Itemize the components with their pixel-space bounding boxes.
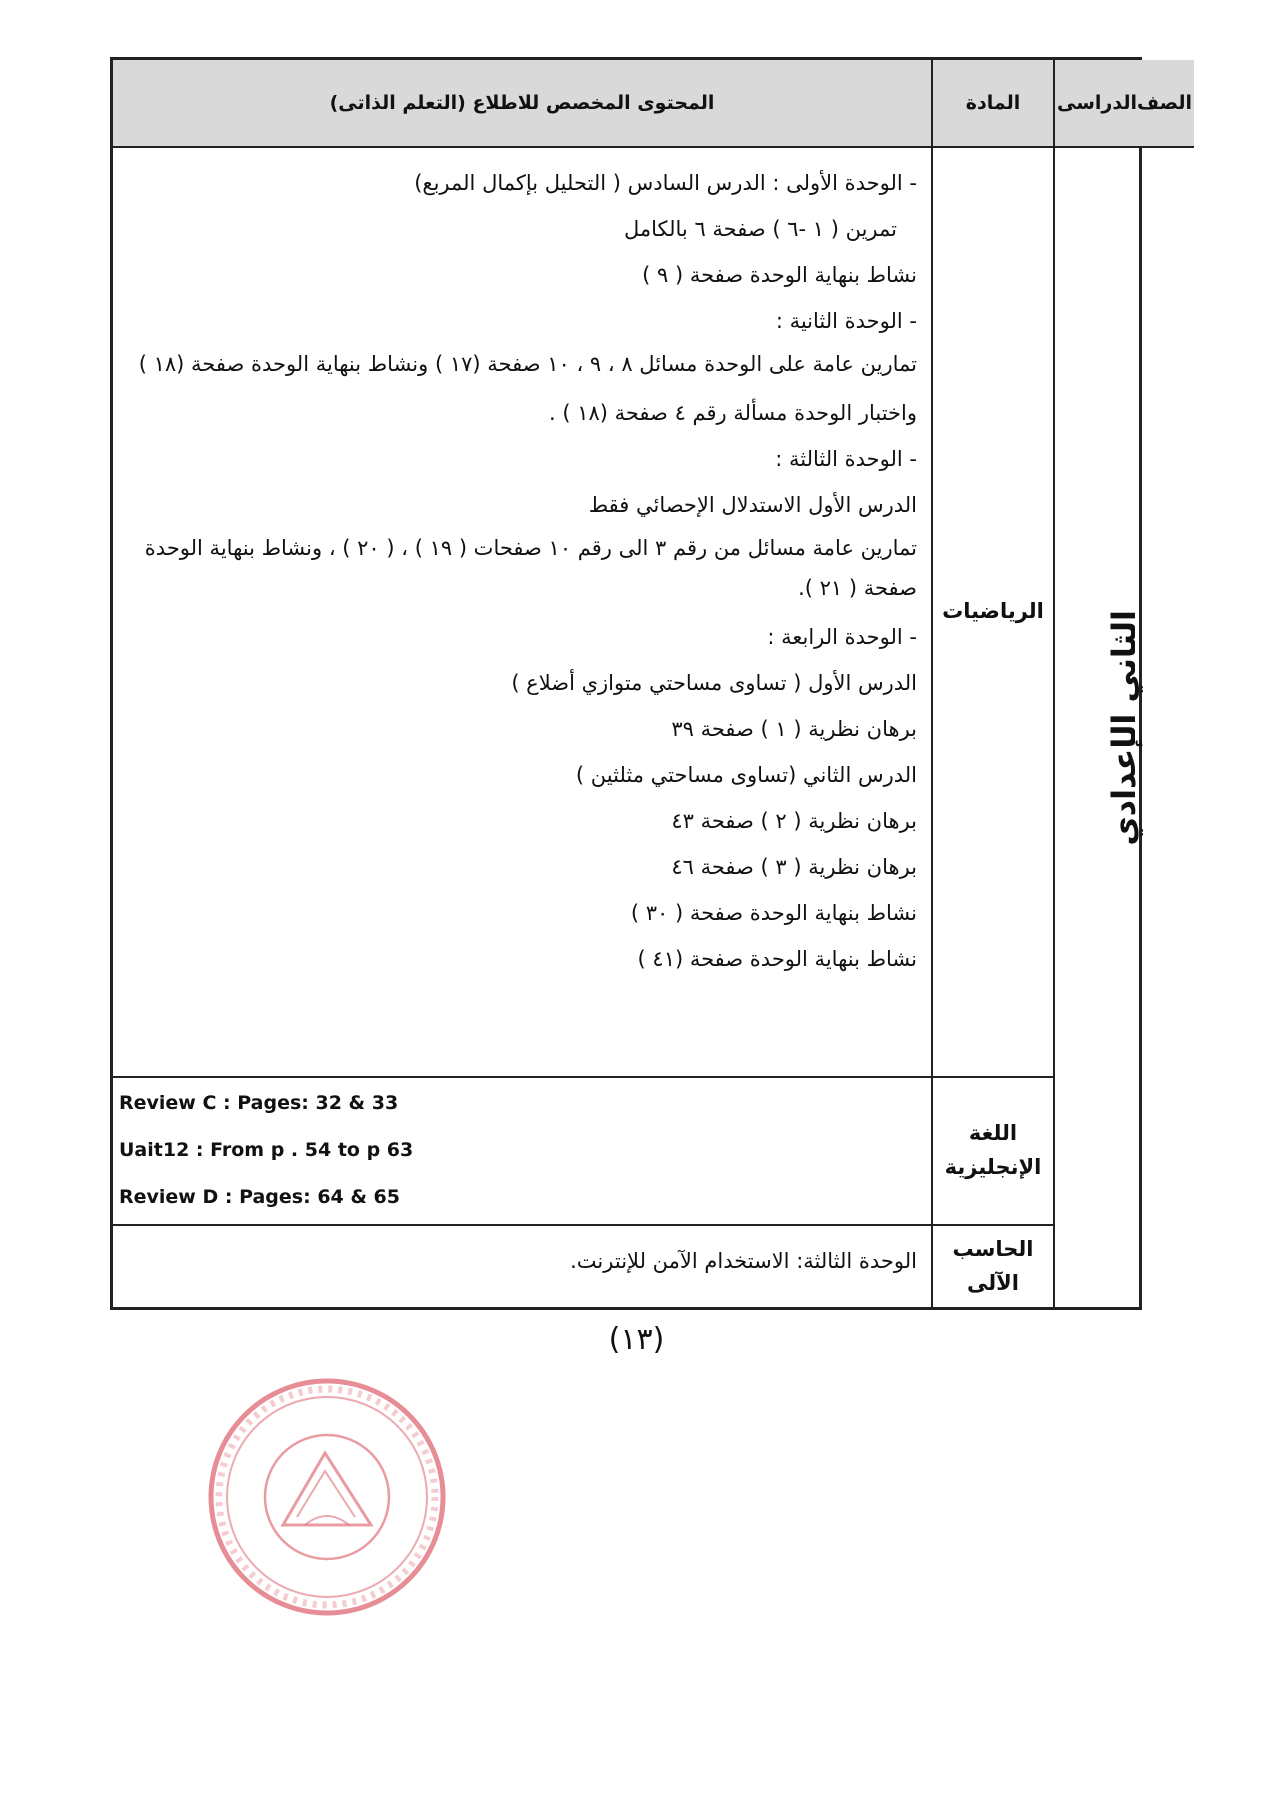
- header-grade-column: [1055, 60, 1194, 148]
- subject-english-line1: اللغة: [968, 1121, 1018, 1146]
- page-number: (١٣): [608, 1322, 665, 1357]
- math-line: تمارين عامة مسائل من رقم ٣ الى رقم ١٠ صفحات ( ١٩ ) ، ( ٢٠ ) ، ونشاط بنهاية الوحدة صفحة ( ٢١ ).: [144, 536, 917, 600]
- header-content-column: المحتوى المخصص للاطلاع (التعلم الذاتى): [113, 60, 933, 148]
- header-grade-line1: الصف: [1136, 91, 1192, 114]
- math-line: - الوحدة الرابعة :: [767, 625, 917, 649]
- math-line: برهان نظرية ( ٢ ) صفحة ٤٣: [671, 809, 917, 833]
- grade-cell: [1055, 148, 1194, 1307]
- header-grade-line2: الدراسى: [1057, 91, 1137, 114]
- math-line: تمارين عامة على الوحدة مسائل ٨ ، ٩ ، ١٠ صفحة (١٧ ) ونشاط بنهاية الوحدة صفحة (١٨ ): [138, 352, 917, 376]
- math-content: [113, 148, 933, 1078]
- official-seal-stamp: [205, 1375, 450, 1620]
- subject-computer: الحاسب الآلى: [933, 1226, 1055, 1307]
- subject-english-line2: الإنجليزية: [944, 1155, 1042, 1179]
- math-line: واختبار الوحدة مسألة رقم ٤ صفحة (١٨ ) .: [548, 401, 917, 425]
- subject-math: الرياضيات: [933, 148, 1055, 1078]
- header-subject-column: المادة: [933, 60, 1055, 148]
- english-line: Review C : Pages: 32 & 33: [119, 1092, 399, 1114]
- math-line: نشاط بنهاية الوحدة صفحة ( ٩ ): [642, 263, 917, 287]
- curriculum-table: [110, 57, 1192, 1310]
- math-line: برهان نظرية ( ٣ ) صفحة ٤٦: [671, 855, 917, 879]
- subject-english: [933, 1078, 1055, 1226]
- english-line: Uait12 : From p . 54 to p 63: [119, 1139, 414, 1161]
- english-line: Review D : Pages: 64 & 65: [119, 1186, 400, 1208]
- math-line: - الوحدة الثانية :: [775, 309, 917, 333]
- computer-content: الوحدة الثالثة: الاستخدام الآمن للإنترنت.: [113, 1226, 933, 1307]
- math-line: الدرس الثاني (تساوى مساحتي مثلثين ): [575, 763, 917, 787]
- math-line: تمرين ( ١ -٦ ) صفحة ٦ بالكامل: [623, 217, 897, 241]
- math-line: - الوحدة الأولى : الدرس السادس ( التحليل بإكمال المربع): [414, 171, 917, 195]
- math-line: برهان نظرية ( ١ ) صفحة ٣٩: [671, 717, 917, 741]
- math-line: الدرس الأول الاستدلال الإحصائي فقط: [588, 493, 917, 517]
- math-line: الدرس الأول ( تساوى مساحتي متوازي أضلاع ): [511, 671, 917, 695]
- math-line: نشاط بنهاية الوحدة صفحة ( ٣٠ ): [630, 901, 917, 925]
- english-content: [113, 1078, 933, 1226]
- math-line: نشاط بنهاية الوحدة صفحة (٤١ ): [637, 947, 917, 971]
- grade-label: الثاني الإعدادي: [1105, 609, 1144, 846]
- math-line: - الوحدة الثالثة :: [775, 447, 917, 471]
